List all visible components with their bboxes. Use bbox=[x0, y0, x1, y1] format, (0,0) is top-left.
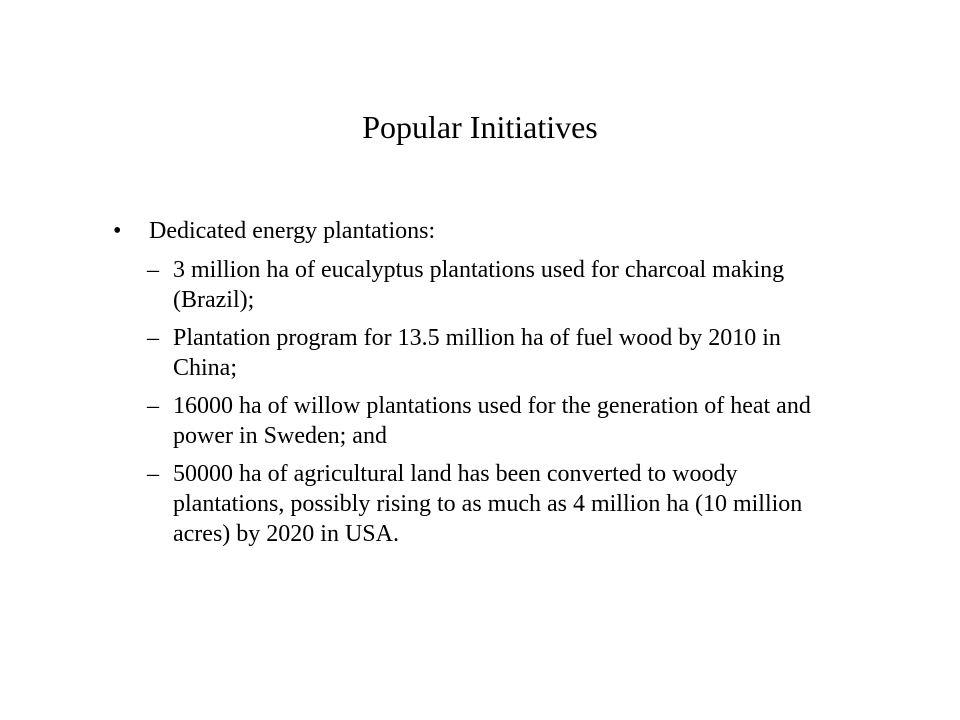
sub-bullet-item bbox=[147, 391, 843, 451]
sub-bullet-text: 3 million ha of eucalyptus plantations used for charcoal making (Brazil); bbox=[173, 257, 785, 313]
sub-bullet-list bbox=[113, 255, 843, 549]
slide-title: Popular Initiatives bbox=[362, 109, 598, 145]
sub-bullet-marker: – bbox=[147, 325, 159, 351]
sub-bullet-text: 16000 ha of willow plantations used for the generation of heat and power in Sweden; and bbox=[173, 393, 811, 449]
sub-bullet-marker: – bbox=[147, 257, 159, 283]
sub-bullet-item bbox=[147, 323, 843, 383]
sub-bullet-marker: – bbox=[147, 393, 159, 419]
sub-bullet-text: 50000 ha of agricultural land has been converted to woody plantations, possibly rising to as much as 4 million ha (10 million acres) by 2020 in USA. bbox=[173, 461, 803, 547]
bullet-list bbox=[113, 215, 843, 557]
sub-bullet-text: Plantation program for 13.5 million ha of fuel wood by 2010 in China; bbox=[173, 325, 781, 381]
bullet-item bbox=[113, 215, 843, 247]
sub-bullet-item bbox=[147, 459, 843, 549]
bullet-text: Dedicated energy plantations: bbox=[149, 218, 436, 244]
sub-bullet-marker: – bbox=[147, 461, 159, 487]
sub-bullet-item bbox=[147, 255, 843, 315]
bullet-marker: • bbox=[113, 218, 122, 244]
